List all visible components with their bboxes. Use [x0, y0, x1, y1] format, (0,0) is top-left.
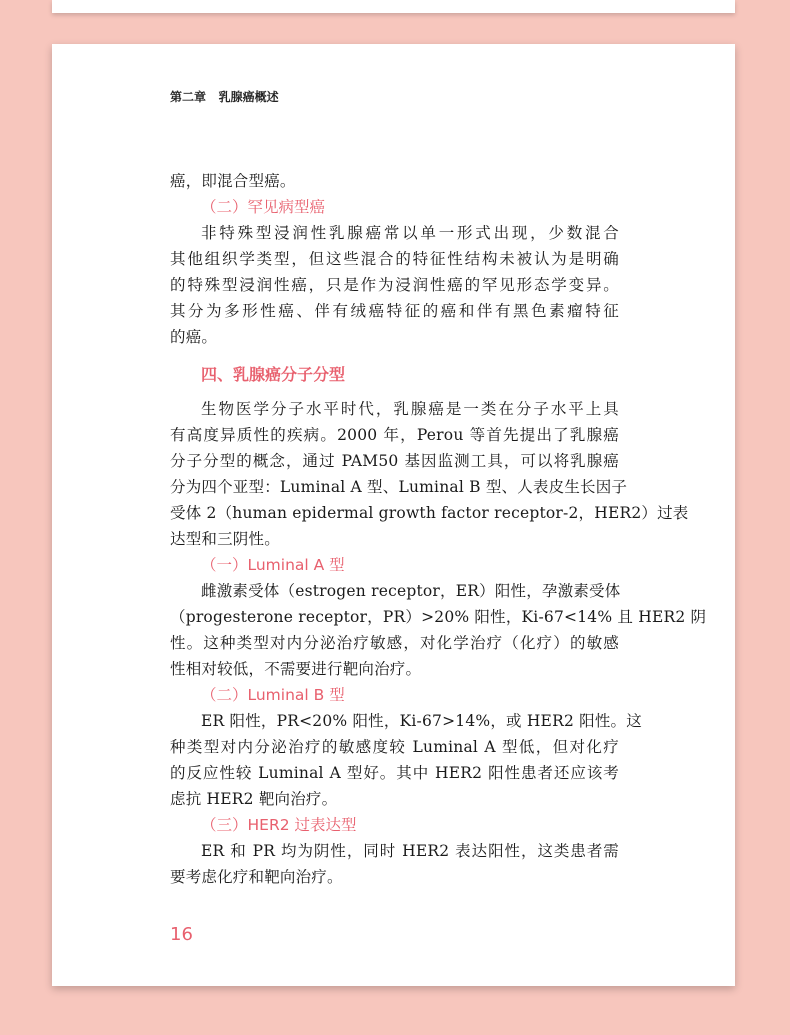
- book-page: [52, 44, 735, 986]
- page-number: 16: [170, 924, 193, 945]
- previous-page-edge: [52, 0, 735, 13]
- paragraph-line: 要考虑化疗和靶向治疗。: [170, 868, 343, 886]
- paragraph-line: （progesterone receptor，PR）>20% 阳性，Ki-67<14% 且 HER2 阴: [170, 608, 707, 626]
- paragraph-line: 雌激素受体（estrogen receptor，ER）阳性，孕激素受体: [201, 582, 621, 600]
- subsection-heading: （二）Luminal B 型: [201, 686, 345, 704]
- paragraph-line: ER 阳性，PR<20% 阳性，Ki-67>14%，或 HER2 阳性。这: [201, 712, 642, 730]
- paragraph-line: 虑抗 HER2 靶向治疗。: [170, 790, 338, 808]
- chapter-title: 乳腺癌概述: [218, 90, 279, 104]
- paragraph-line: 达型和三阴性。: [170, 530, 280, 548]
- paragraph-line: 其他组织学类型，但这些混合的特征性结构未被认为是明确: [170, 250, 619, 268]
- paragraph-line: 种类型对内分泌治疗的敏感度较 Luminal A 型低，但对化疗: [170, 738, 619, 756]
- page-body: [170, 168, 707, 890]
- paragraph-line: 生物医学分子水平时代，乳腺癌是一类在分子水平上具: [201, 400, 619, 418]
- paragraph-line: 受体 2（human epidermal growth factor receptor-2，HER2）过表: [170, 504, 689, 522]
- paragraph-line: 性。这种类型对内分泌治疗敏感，对化学治疗（化疗）的敏感: [170, 634, 619, 652]
- paragraph-line: 癌，即混合型癌。: [170, 172, 296, 190]
- subsection-heading: （一）Luminal A 型: [201, 556, 345, 574]
- paragraph-line: 其分为多形性癌、伴有绒癌特征的癌和伴有黑色素瘤特征: [170, 302, 619, 320]
- paragraph-line: 的癌。: [170, 328, 218, 346]
- paragraph-line: 有高度异质性的疾病。2000 年，Perou 等首先提出了乳腺癌: [170, 426, 619, 444]
- subsection-heading: （三）HER2 过表达型: [201, 816, 357, 834]
- paragraph-line: 的反应性较 Luminal A 型好。其中 HER2 阳性患者还应该考: [170, 764, 619, 782]
- paragraph-line: 分子分型的概念，通过 PAM50 基因监测工具，可以将乳腺癌: [170, 452, 619, 470]
- paragraph-line: 性相对较低，不需要进行靶向治疗。: [170, 660, 422, 678]
- running-head: [170, 88, 279, 105]
- paragraph-line: ER 和 PR 均为阴性，同时 HER2 表达阳性，这类患者需: [201, 842, 619, 860]
- paragraph-line: 分为四个亚型：Luminal A 型、Luminal B 型、人表皮生长因子: [170, 478, 628, 496]
- chapter-number: 第二章: [170, 90, 207, 104]
- paragraph-line: 非特殊型浸润性乳腺癌常以单一形式出现，少数混合: [201, 224, 619, 242]
- section-heading: 四、乳腺癌分子分型: [201, 365, 346, 384]
- subsection-heading: （二）罕见病型癌: [201, 198, 326, 216]
- paragraph-line: 的特殊型浸润性癌，只是作为浸润性癌的罕见形态学变异。: [170, 276, 619, 294]
